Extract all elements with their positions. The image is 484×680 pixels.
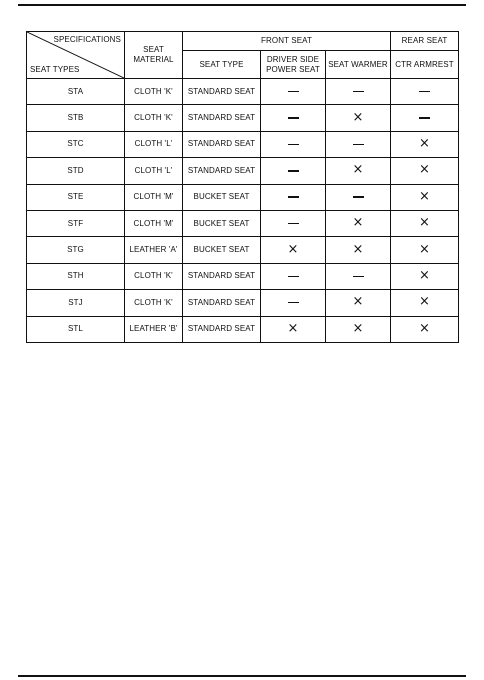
seat-type-cell	[183, 263, 261, 289]
not-equipped-mark	[419, 91, 430, 93]
table-row	[27, 210, 459, 236]
seat-code-cell	[27, 263, 125, 289]
seat-material-text: CLOTH 'K'	[134, 86, 173, 96]
driver-power-seat-cell	[261, 237, 326, 263]
table-row	[27, 290, 459, 316]
seat-warmer-cell	[326, 79, 391, 105]
seat-material-cell	[125, 290, 183, 316]
seat-type-cell	[183, 316, 261, 342]
equipped-mark: ×	[352, 162, 364, 178]
seat-warmer-cell	[326, 105, 391, 131]
driver-power-seat-cell	[261, 158, 326, 184]
equipped-mark: ×	[352, 215, 364, 231]
seat-type-cell	[183, 79, 261, 105]
seat-type-cell	[183, 210, 261, 236]
seat-code-text: STL	[68, 324, 83, 334]
equipped-mark: ×	[419, 215, 430, 231]
seat-material-cell	[125, 210, 183, 236]
specifications-label: SPECIFICATIONS	[53, 35, 121, 44]
seat-warmer-cell	[326, 210, 391, 236]
ctr-armrest-cell	[391, 316, 459, 342]
seat-type-cell	[183, 290, 261, 316]
seat-material-cell	[125, 79, 183, 105]
not-equipped-mark	[288, 91, 299, 93]
seat-code-text: STD	[67, 165, 84, 175]
seat-type-cell	[183, 184, 261, 210]
equipped-mark: ×	[419, 188, 430, 204]
ctr-armrest-cell	[391, 105, 459, 131]
equipped-mark: ×	[352, 320, 364, 336]
seat-type-text: STANDARD SEAT	[187, 139, 256, 149]
seat-material-text: CLOTH 'M'	[133, 218, 174, 228]
table-row	[27, 158, 459, 184]
driver-power-seat-cell	[261, 105, 326, 131]
seat-type-text: BUCKET SEAT	[193, 218, 250, 228]
header-row-1	[27, 32, 459, 51]
seat-warmer-cell	[326, 131, 391, 157]
seat-code-cell	[27, 210, 125, 236]
seat-code-cell	[27, 316, 125, 342]
seat-warmer-header: SEAT WARMER	[326, 51, 391, 79]
seat-warmer-cell	[326, 290, 391, 316]
seat-material-text: CLOTH 'L'	[134, 139, 173, 149]
seat-code-cell	[27, 131, 125, 157]
ctr-armrest-header: CTR ARMREST	[391, 51, 459, 79]
equipped-mark: ×	[419, 135, 430, 151]
seat-material-cell	[125, 237, 183, 263]
seat-material-cell	[125, 316, 183, 342]
not-equipped-mark	[288, 302, 299, 304]
seat-material-text: CLOTH 'K'	[134, 297, 173, 307]
seat-warmer-cell	[326, 316, 391, 342]
seat-material-text: CLOTH 'M'	[133, 192, 174, 202]
equipped-mark: ×	[352, 241, 364, 257]
bottom-rule	[18, 675, 466, 677]
driver-power-seat-cell	[261, 290, 326, 316]
not-equipped-mark	[288, 144, 299, 146]
driver-power-seat-cell	[261, 131, 326, 157]
driver-power-seat-cell	[261, 210, 326, 236]
seat-type-text: STANDARD SEAT	[187, 324, 256, 334]
seat-warmer-cell	[326, 263, 391, 289]
table-row	[27, 105, 459, 131]
equipped-mark: ×	[352, 294, 364, 310]
ctr-armrest-cell	[391, 263, 459, 289]
seat-code-text: STH	[67, 271, 84, 281]
table-row	[27, 79, 459, 105]
seat-code-text: STA	[67, 86, 84, 96]
seat-type-text: STANDARD SEAT	[187, 165, 256, 175]
ctr-armrest-cell	[391, 131, 459, 157]
seat-material-text: CLOTH 'L'	[134, 165, 173, 175]
seat-type-text: STANDARD SEAT	[187, 297, 256, 307]
not-equipped-mark	[288, 223, 299, 225]
ctr-armrest-cell	[391, 237, 459, 263]
table-row	[27, 131, 459, 157]
not-equipped-mark	[419, 117, 430, 119]
ctr-armrest-cell	[391, 210, 459, 236]
seat-code-text: STE	[67, 192, 84, 202]
driver-power-seat-cell	[261, 316, 326, 342]
seat-material-cell	[125, 263, 183, 289]
seat-type-cell	[183, 158, 261, 184]
ctr-armrest-cell	[391, 158, 459, 184]
seat-type-cell	[183, 237, 261, 263]
seat-specification-table	[26, 31, 459, 343]
table-row	[27, 316, 459, 342]
seat-type-cell	[183, 105, 261, 131]
table-body	[27, 79, 459, 343]
seat-code-text: STB	[67, 113, 84, 123]
seat-type-text: STANDARD SEAT	[187, 113, 256, 123]
not-equipped-mark	[353, 91, 364, 93]
seat-code-cell	[27, 290, 125, 316]
ctr-armrest-cell	[391, 184, 459, 210]
seat-material-text: CLOTH 'K'	[134, 271, 173, 281]
not-equipped-mark	[288, 196, 299, 198]
driver-power-seat-cell	[261, 184, 326, 210]
driver-power-seat-cell	[261, 263, 326, 289]
ctr-armrest-cell	[391, 79, 459, 105]
corner-header-cell	[27, 32, 125, 79]
seat-types-label: SEAT TYPES	[30, 65, 80, 74]
not-equipped-mark	[353, 144, 364, 146]
equipped-mark: ×	[287, 320, 299, 336]
seat-code-cell	[27, 105, 125, 131]
seat-material-text: LEATHER 'B'	[129, 324, 178, 334]
not-equipped-mark	[288, 276, 299, 278]
top-rule	[18, 4, 466, 6]
seat-type-text: STANDARD SEAT	[187, 271, 256, 281]
seat-type-header: SEAT TYPE	[183, 51, 261, 79]
equipped-mark: ×	[419, 267, 430, 283]
equipped-mark: ×	[287, 241, 299, 257]
seat-material-cell	[125, 131, 183, 157]
seat-warmer-cell	[326, 237, 391, 263]
seat-code-text: STG	[67, 245, 84, 255]
table-row	[27, 184, 459, 210]
driver-power-seat-cell	[261, 79, 326, 105]
seat-material-cell	[125, 184, 183, 210]
not-equipped-mark	[288, 117, 299, 119]
not-equipped-mark	[288, 170, 299, 172]
ctr-armrest-cell	[391, 290, 459, 316]
seat-code-cell	[27, 237, 125, 263]
seat-material-text: CLOTH 'K'	[134, 113, 173, 123]
equipped-mark: ×	[419, 162, 430, 178]
seat-code-cell	[27, 79, 125, 105]
rear-seat-header: REAR SEAT	[391, 32, 459, 51]
seat-type-text: BUCKET SEAT	[193, 192, 250, 202]
not-equipped-mark	[353, 276, 364, 278]
table-row	[27, 237, 459, 263]
not-equipped-mark	[353, 196, 364, 198]
front-seat-header: FRONT SEAT	[183, 32, 391, 51]
seat-code-cell	[27, 158, 125, 184]
seat-material-cell	[125, 158, 183, 184]
seat-material-header	[125, 32, 183, 79]
table-row	[27, 263, 459, 289]
driver-power-seat-header: DRIVER SIDE POWER SEAT	[261, 51, 326, 79]
seat-code-text: STF	[67, 218, 84, 228]
seat-material-text: LEATHER 'A'	[129, 245, 178, 255]
equipped-mark: ×	[419, 294, 430, 310]
equipped-mark: ×	[419, 320, 430, 336]
seat-type-text: STANDARD SEAT	[187, 86, 256, 96]
seat-code-text: STJ	[68, 297, 83, 307]
seat-code-text: STC	[67, 139, 84, 149]
seat-material-cell	[125, 105, 183, 131]
equipped-mark: ×	[419, 241, 430, 257]
seat-type-text: BUCKET SEAT	[193, 245, 250, 255]
seat-type-cell	[183, 131, 261, 157]
equipped-mark: ×	[352, 109, 364, 125]
seat-warmer-cell	[326, 184, 391, 210]
seat-material-label: SEAT MATERIAL	[133, 45, 174, 64]
seat-code-cell	[27, 184, 125, 210]
seat-warmer-cell	[326, 158, 391, 184]
